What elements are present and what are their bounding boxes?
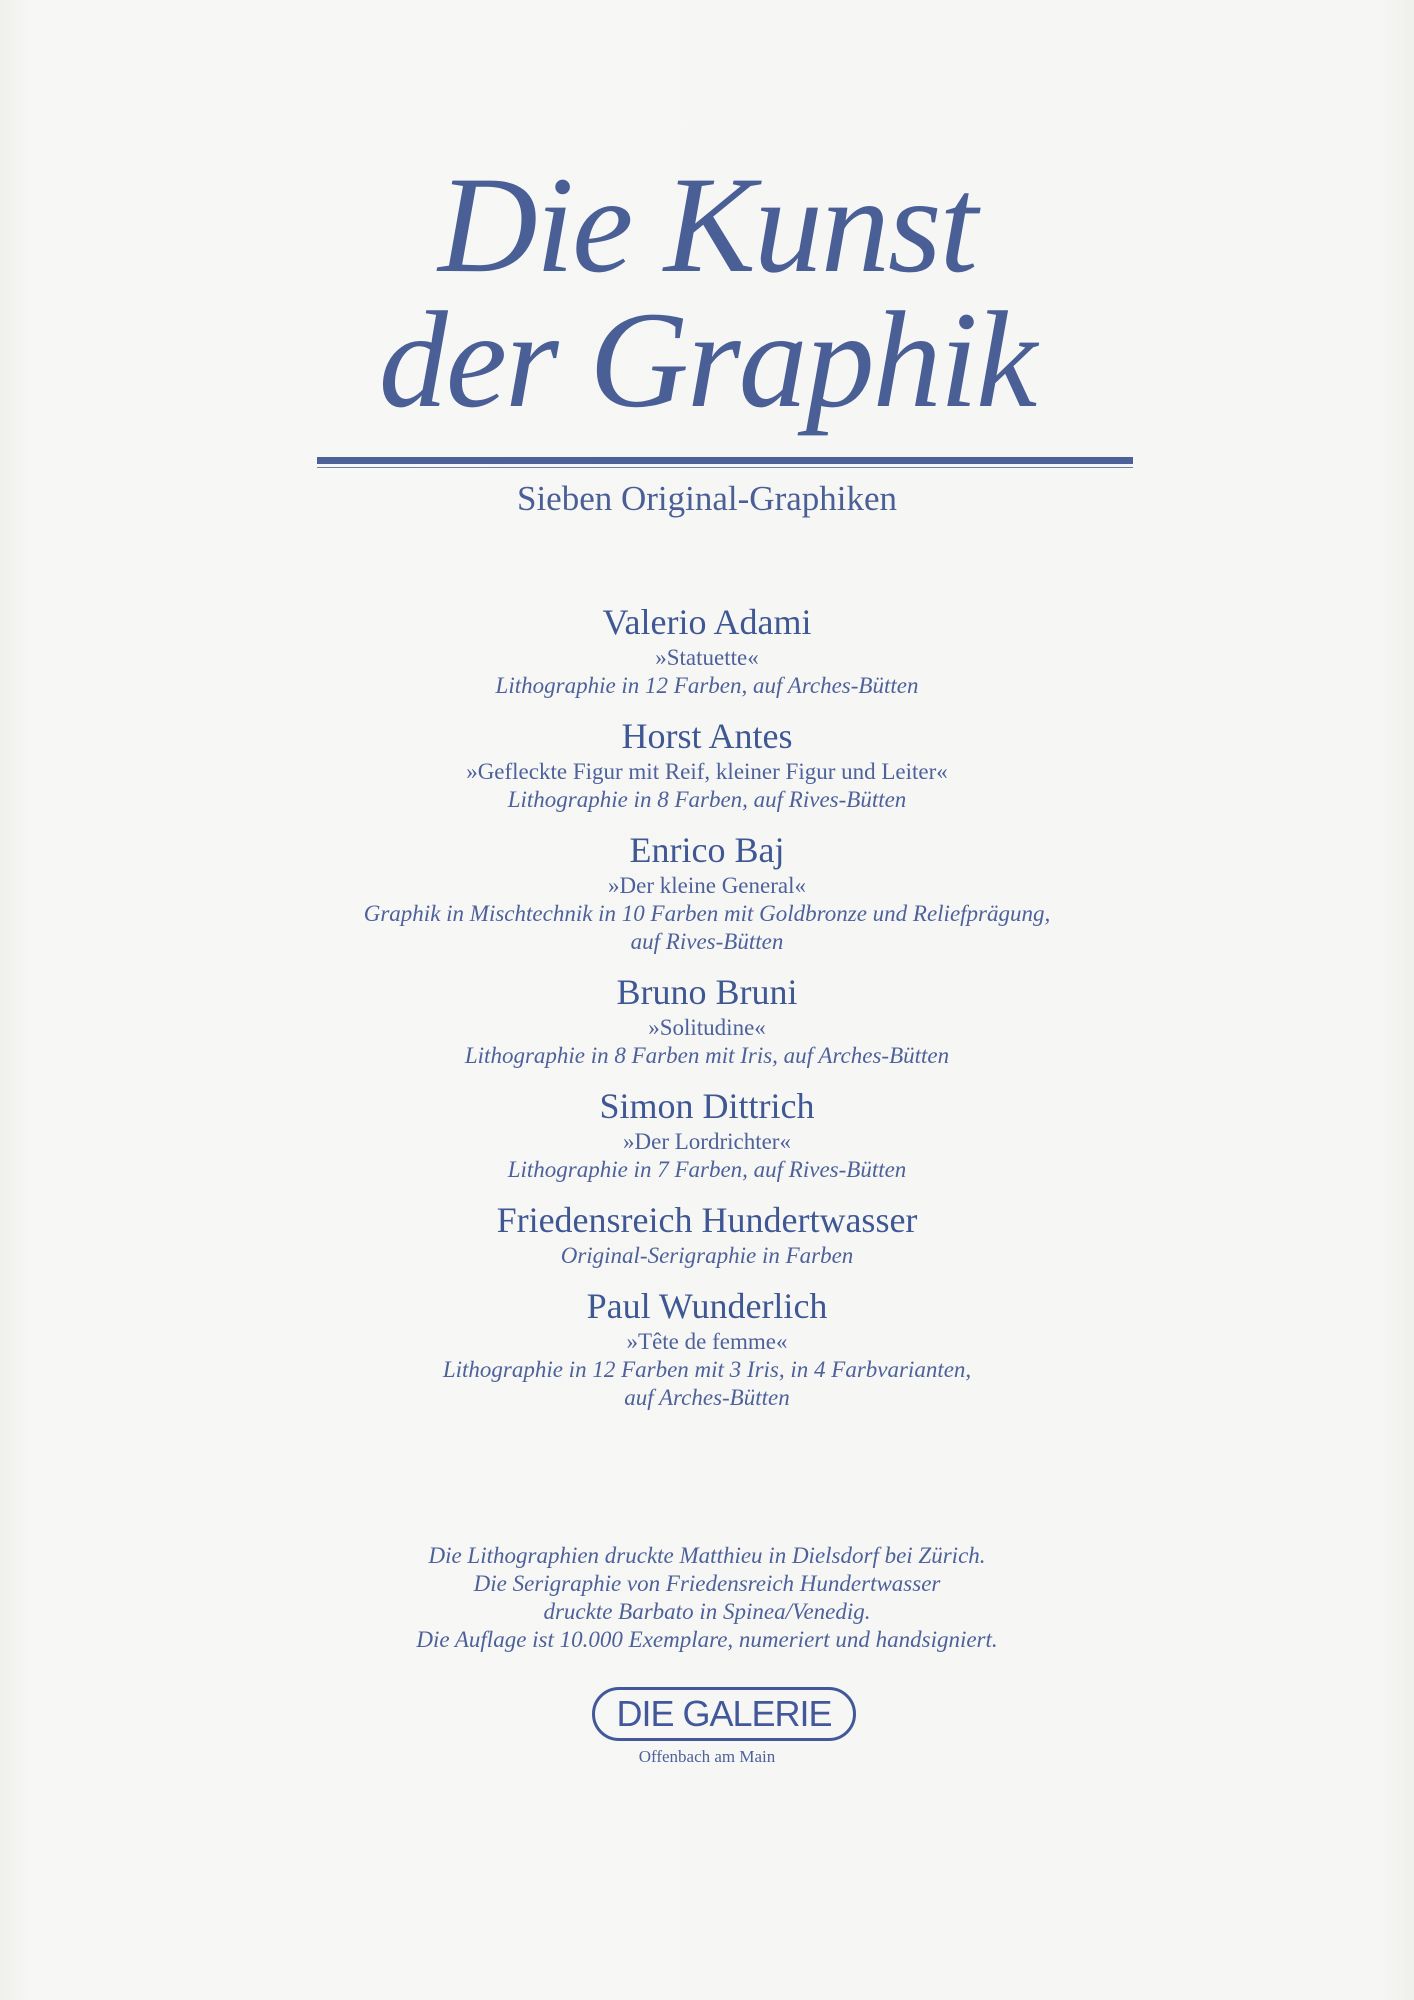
artist-list — [0, 600, 1414, 1426]
list-item — [0, 970, 1414, 1070]
list-item — [0, 1198, 1414, 1270]
title-rule — [317, 457, 1133, 464]
title-line-2: der Graphik — [378, 283, 1036, 436]
artist-name: Paul Wunderlich — [586, 1286, 828, 1326]
title-line-1: Die Kunst — [438, 148, 976, 301]
colophon-line: druckte Barbato in Spinea/Venedig. — [543, 1599, 871, 1624]
technique-continued: auf Rives-Bütten — [630, 929, 784, 954]
list-item — [0, 600, 1414, 700]
artist-name: Valerio Adami — [602, 602, 812, 642]
work-title: »Gefleckte Figur mit Reif, kleiner Figur und Leiter« — [466, 759, 948, 784]
work-title: »Solitudine« — [648, 1015, 766, 1040]
technique: Lithographie in 8 Farben, auf Rives-Bütten — [507, 787, 907, 812]
work-title: »Der Lordrichter« — [623, 1129, 791, 1154]
publisher-logo — [592, 1687, 856, 1741]
colophon-line: Die Serigraphie von Friedensreich Hundertwasser — [473, 1571, 941, 1596]
work-title: »Der kleine General« — [608, 873, 806, 898]
list-item — [0, 828, 1414, 956]
technique-continued: auf Arches-Bütten — [624, 1385, 790, 1410]
artist-name: Friedensreich Hundertwasser — [496, 1200, 918, 1240]
technique: Lithographie in 7 Farben, auf Rives-Bütten — [507, 1157, 907, 1182]
technique: Lithographie in 12 Farben, auf Arches-Bütten — [495, 673, 919, 698]
artist-name: Enrico Baj — [629, 830, 785, 870]
colophon-line: Die Lithographien druckte Matthieu in Dielsdorf bei Zürich. — [428, 1543, 986, 1568]
title-rule-thin — [317, 467, 1133, 468]
work-title: »Statuette« — [655, 645, 759, 670]
artist-name: Simon Dittrich — [599, 1086, 815, 1126]
publisher-place: Offenbach am Main — [638, 1747, 776, 1766]
artist-name: Horst Antes — [621, 716, 793, 756]
technique: Lithographie in 12 Farben mit 3 Iris, in 4 Farbvarianten, — [442, 1357, 972, 1382]
work-title: »Tête de femme« — [626, 1329, 788, 1354]
list-item — [0, 1084, 1414, 1184]
colophon — [0, 1542, 1414, 1654]
technique: Lithographie in 8 Farben mit Iris, auf Arches-Bütten — [464, 1043, 950, 1068]
list-item — [0, 1284, 1414, 1412]
subtitle: Sieben Original-Graphiken — [516, 479, 898, 518]
list-item — [0, 714, 1414, 814]
publisher-logo-text: DIE GALERIE — [616, 1693, 832, 1734]
technique: Original-Serigraphie in Farben — [560, 1243, 854, 1268]
technique: Graphik in Mischtechnik in 10 Farben mit Goldbronze und Reliefprägung, — [363, 901, 1051, 926]
artist-name: Bruno Bruni — [616, 972, 798, 1012]
colophon-line: Die Auflage ist 10.000 Exemplare, numeriert und handsigniert. — [416, 1627, 998, 1652]
